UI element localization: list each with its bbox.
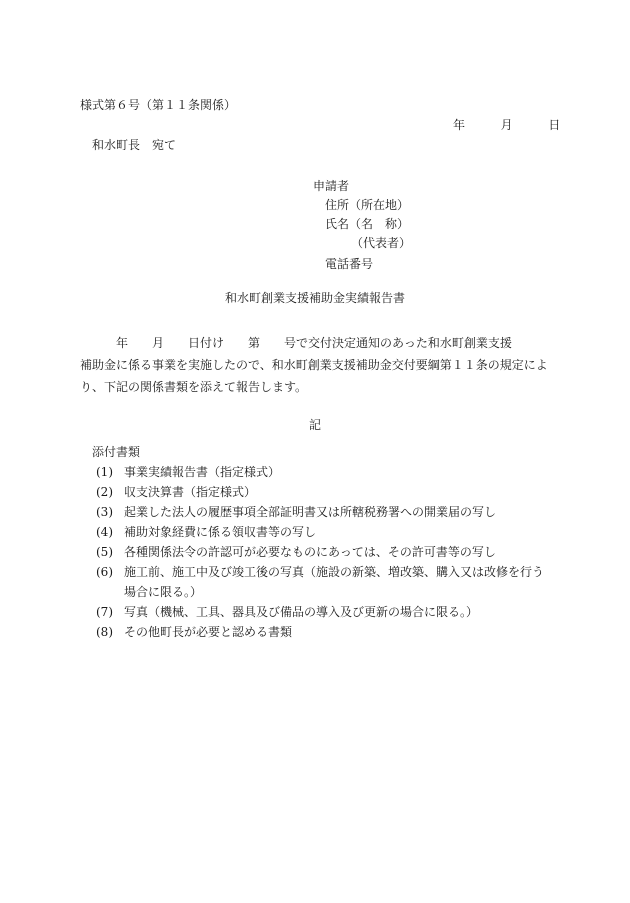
applicant-name: 氏名（名 称） [325, 217, 410, 231]
item-number: (3) [96, 505, 113, 519]
body-paragraph [80, 332, 550, 398]
applicant-phone: 電話番号 [325, 257, 374, 271]
document-title: 和水町創業支援補助金実績報告書 [224, 291, 405, 305]
list-item [96, 566, 556, 606]
item-number: (2) [96, 485, 113, 499]
item-text: 補助対象経費に係る領収書等の写し [124, 525, 317, 539]
body-line-1: 年 月 日付け 第 号で交付決定通知のあった和水町創業支援 [80, 336, 512, 350]
item-number: (5) [96, 545, 113, 559]
item-text: 収支決算書（指定様式） [124, 485, 257, 499]
list-item [96, 466, 556, 486]
applicant-representative: （代表者） [351, 236, 412, 250]
list-item [96, 626, 556, 646]
list-item [96, 486, 556, 506]
attachments-title: 添付書類 [92, 445, 141, 459]
item-number: (1) [96, 465, 113, 479]
item-text: 施工前、施工中及び竣工後の写真（施設の新築、増改築、購入又は改修を行う [124, 565, 545, 579]
date-day: 日 [548, 118, 561, 132]
applicant-address: 住所（所在地） [325, 198, 410, 212]
date-line [453, 119, 560, 131]
body-line-3: り、下記の関係書類を添えて報告します。 [80, 380, 308, 394]
ki-heading: 記 [308, 418, 321, 432]
list-item [96, 526, 556, 546]
item-number: (4) [96, 525, 113, 539]
list-item [96, 606, 556, 626]
item-number: (8) [96, 625, 113, 639]
item-text: 写真（機械、工具、器具及び備品の導入及び更新の場合に限る。） [124, 605, 479, 619]
body-line-2: 補助金に係る事業を実施したので、和水町創業支援補助金交付要綱第１１条の規定によ [80, 358, 548, 372]
list-item [96, 546, 556, 566]
item-number: (6) [96, 565, 113, 579]
applicant-label: 申請者 [313, 179, 350, 193]
item-number: (7) [96, 605, 113, 619]
item-text: 各種関係法令の許認可が必要なものにあっては、その許可書等の写し [124, 545, 496, 559]
addressee: 和水町長 宛て [92, 138, 177, 152]
item-text-continued: 場合に限る。） [124, 585, 203, 599]
date-month: 月 [500, 118, 513, 132]
date-year: 年 [453, 118, 466, 132]
list-item [96, 506, 556, 526]
item-text: 起業した法人の履歴事項全部証明書又は所轄税務署への開業届の写し [124, 505, 497, 519]
item-text: 事業実績報告書（指定様式） [124, 465, 281, 479]
attachments-list [96, 466, 556, 646]
item-text: その他町長が必要と認める書類 [124, 625, 293, 639]
form-number: 様式第６号（第１１条関係） [80, 98, 237, 112]
